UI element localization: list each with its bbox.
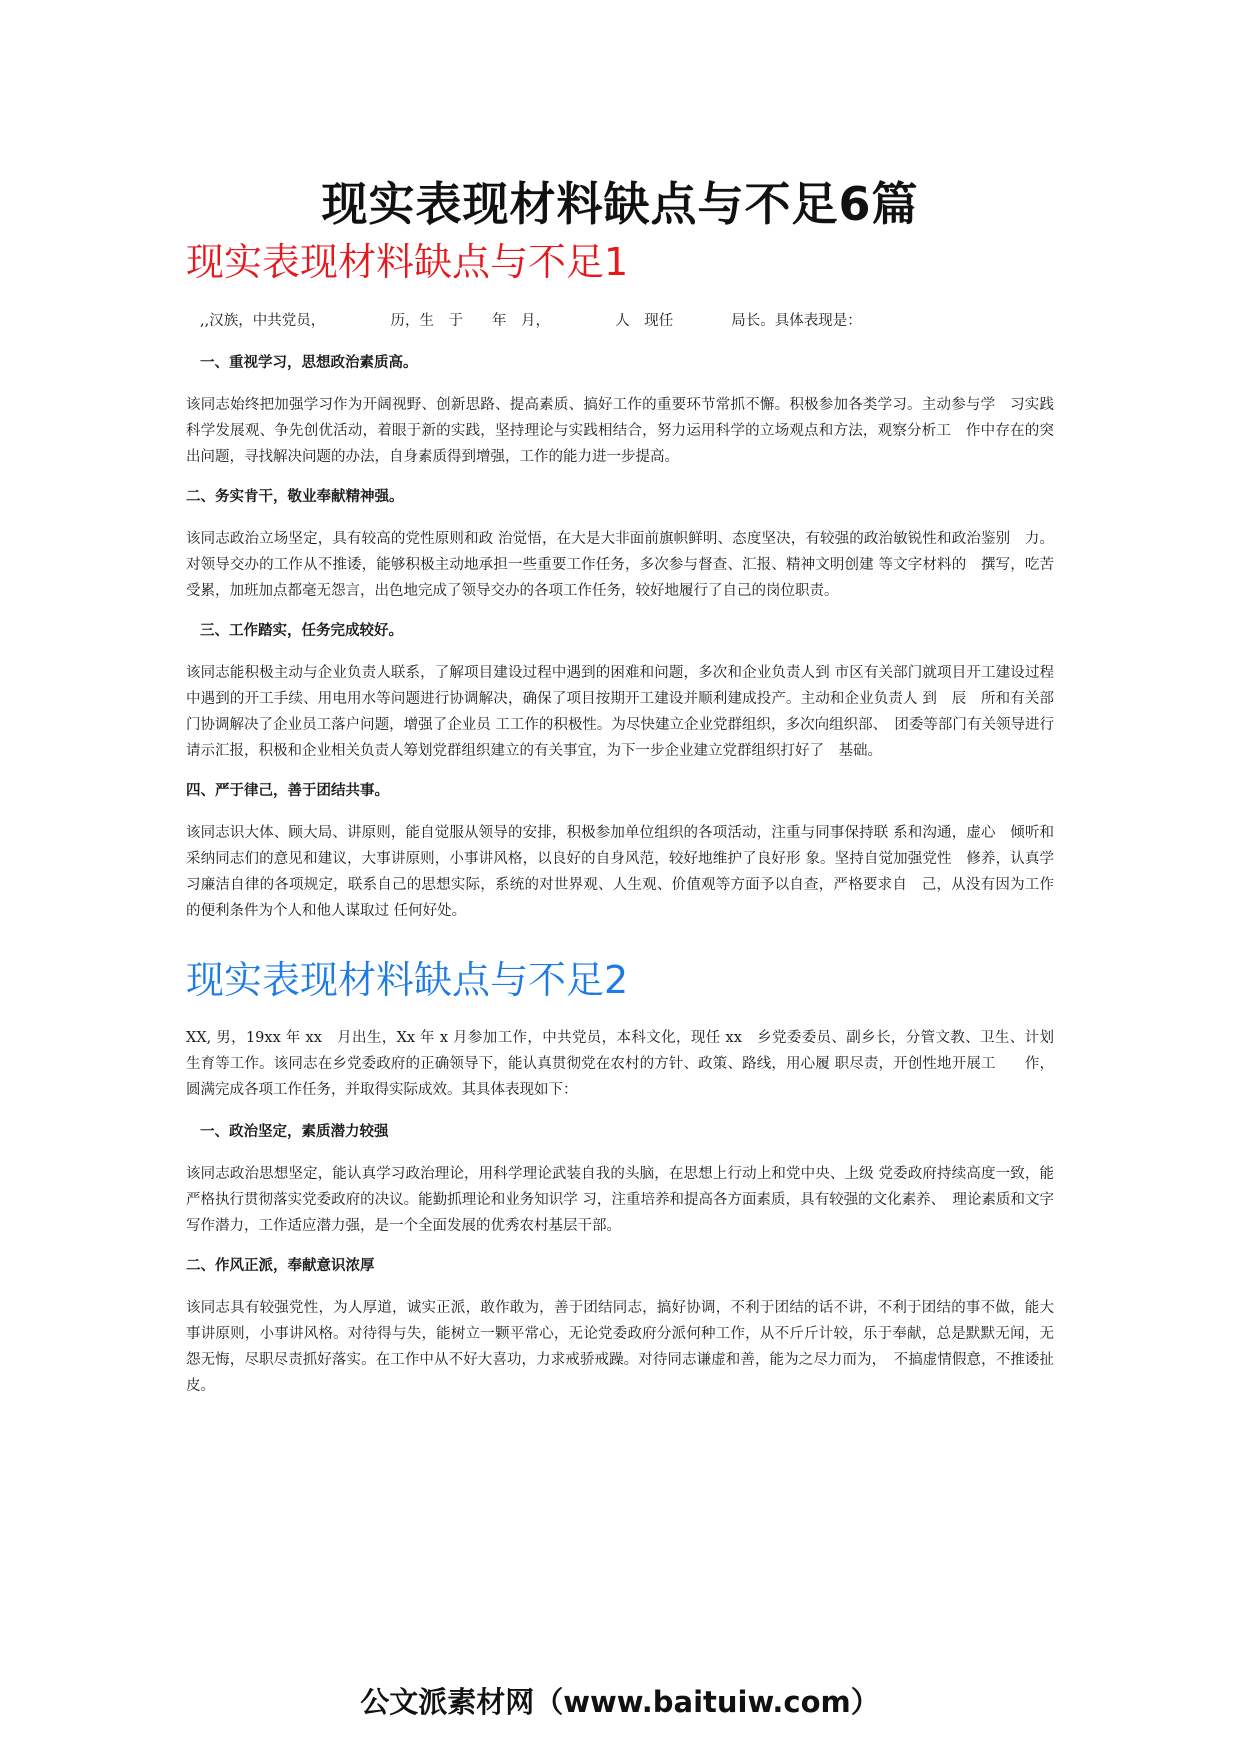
- section-1-heading-4: 四、严于律己，善于团结共事。: [186, 782, 389, 799]
- section-1-heading-1: 一、重视学习，思想政治素质高。: [200, 354, 418, 371]
- section-1-paragraph-4: 该同志识大体、顾大局、讲原则，能自觉服从领导的安排，积极参加单位组织的各项活动，注重与同事保持联 系和沟通，虚心 倾听和采纳同志们的意见和建议，大事讲原则，小事讲风格，以良好的自身风范，较好地维护了良好形 象。坚持自觉加强党性 修养，认真学习廉洁自律的各项规定，联系自己的思想实际，系统的对世界观、人生观、价值观等方面予以自查，严格要求自 己，从没有因为工作的便利条件为个人和他人谋取过 任何好处。: [186, 824, 1054, 919]
- section-1-paragraph-2: 该同志政治立场坚定，具有较高的党性原则和政 治觉悟，在大是大非面前旗帜鲜明、态度坚决，有较强的政治敏锐性和政治鉴别 力。对领导交办的工作从不推诿，能够积极主动地承担一些重要工作任务，多次参与督查、汇报、精神文明创建 等文字材料的 撰写，吃苦受累，加班加点都毫无怨言，出色地完成了领导交办的各项工作任务，较好地履行了自己的岗位职责。: [186, 530, 1054, 599]
- section-1-paragraph-3: 该同志能积极主动与企业负责人联系，了解项目建设过程中遇到的困难和问题，多次和企业负责人到 市区有关部门就项目开工建设过程中遇到的开工手续、用电用水等问题进行协调解决，确保了项目按期开工建设并顺利建成投产。主动和企业负责人 到 辰 所和有关部门协调解决了企业员工落户问题，增强了企业员 工工作的积极性。为尽快建立企业党群组织，多次向组织部、 团委等部门有关领导进行请示汇报，积极和企业相关负责人筹划党群组织建立的有关事宜，为下一步企业建立党群组织打好了 基础。: [186, 664, 1054, 759]
- section-1-paragraph-1: 该同志始终把加强学习作为开阔视野、创新思路、提高素质、搞好工作的重要环节常抓不懈。积极参加各类学习。主动参与学 习实践科学发展观、争先创优活动，着眼于新的实践，坚持理论与实践相结合，努力运用科学的立场观点和方法，观察分析工 作中存在的突出问题，寻找解决问题的办法，自身素质得到增强，工作的能力进一步提高。: [186, 396, 1054, 465]
- footer-source: 公文派素材网（www.baituiw.com）: [360, 1685, 880, 1719]
- section-2-heading-1: 一、政治坚定，素质潜力较强: [200, 1124, 389, 1141]
- section-1: [186, 240, 1054, 924]
- document-title: 现实表现材料缺点与不足6篇: [321, 177, 919, 231]
- section-2-intro: XX, 男，19xx 年 xx 月出生，Xx 年 x 月参加工作，中共党员，本科文化，现任 xx 乡党委委员、副乡长，分管文教、卫生、计划 生育等工作。该同志在乡党委政府的正确领导下，能认真贯彻党在农村的方针、政策、路线，用心履 职尽责，开创性地开展工 作，圆满完成各项工作任务，并取得实际成效。其具体表现如下：: [186, 1030, 1069, 1099]
- section-1-heading-3: 三、工作踏实，任务完成较好。: [200, 622, 403, 639]
- section-1-heading-2: 二、务实肯干，敬业奉献精神强。: [186, 488, 404, 505]
- section-2-paragraph-1: 该同志政治思想坚定，能认真学习政治理论，用科学理论武装自我的头脑，在思想上行动上和党中央、上级 党委政府持续高度一致，能严格执行贯彻落实党委政府的决议。能勤抓理论和业务知识学 习，注重培养和提高各方面素质，具有较强的文化素养、 理论素质和文字写作潜力，工作适应潜力强，是一个全面发展的优秀农村基层干部。: [186, 1166, 1054, 1235]
- section-2-heading-2: 二、作风正派，奉献意识浓厚: [186, 1258, 375, 1275]
- section-2-paragraph-2: 该同志具有较强党性，为人厚道，诚实正派，敢作敢为，善于团结同志，搞好协调，不利于团结的话不讲，不利于团结的事不做，能大事讲原则，小事讲风格。对待得与失，能树立一颗平常心，无论党委政府分派何种工作，从不斤斤计较，乐于奉献，总是默默无闻，无怨无悔，尽职尽责抓好落实。在工作中从不好大喜功，力求戒骄戒躁。对待同志谦虚和善，能为之尽力而为， 不搞虚情假意，不推诿扯皮。: [186, 1300, 1054, 1395]
- section-1-title: 现实表现材料缺点与不足1: [186, 240, 629, 284]
- section-2: [186, 957, 1069, 1400]
- section-2-title: 现实表现材料缺点与不足2: [186, 957, 629, 1002]
- section-1-intro: ,,汉族，中共党员， 历，生 于 年 月， 人 现任 局长。具体表现是：: [200, 312, 862, 329]
- document-body: [186, 240, 1069, 1413]
